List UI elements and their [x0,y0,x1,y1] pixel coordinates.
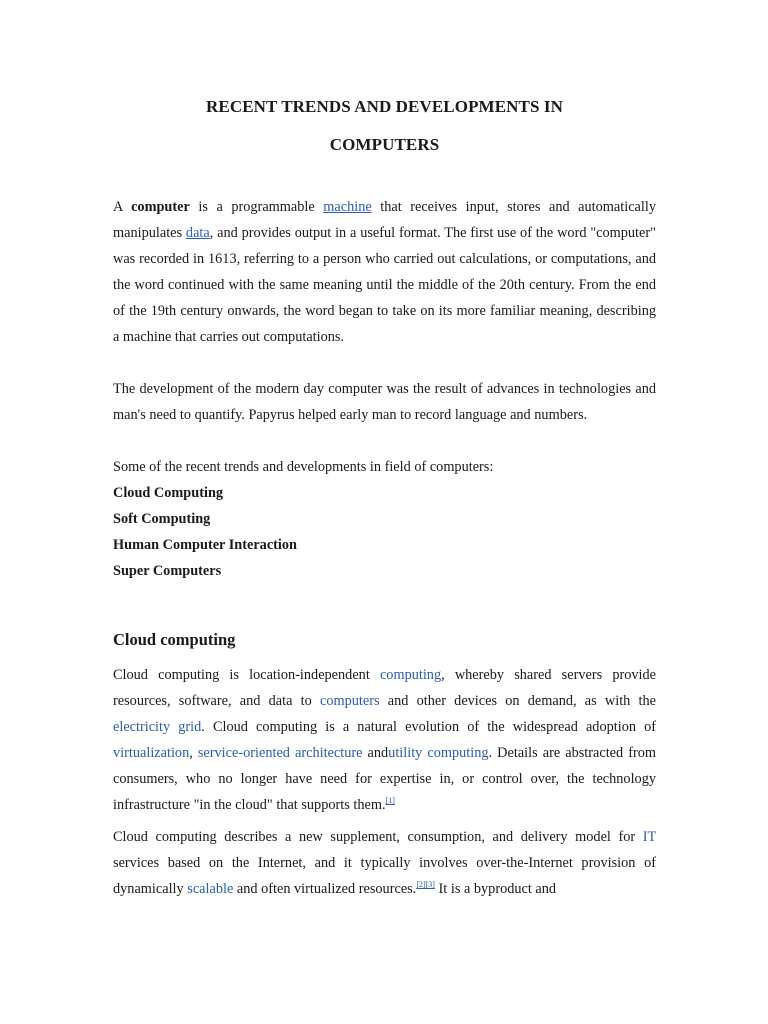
title-line-2: COMPUTERS [329,135,440,154]
link-utility-computing[interactable]: utility computing [388,745,489,761]
text: . Cloud computing is a natural evolution of the widespread adoption of [201,719,656,735]
reference-link-1[interactable]: [1] [385,796,395,806]
development-paragraph: The development of the modern day computer was the result of advances in technologies and man's need to quantify. Papyrus helped early man to record language and numbers. [113,381,656,423]
text: . Details are abstracted from consumers, who no longer have need for expertise in, or control over, the technology infrastructure "in the cloud" that supports them. [113,745,657,813]
intro-paragraph [113,194,656,350]
document-page [113,0,656,902]
link-data[interactable]: data [185,225,210,241]
document-title [113,88,656,164]
text: Cloud computing is location-independent [113,667,380,683]
link-scalable[interactable]: scalable [187,881,234,897]
link-machine[interactable]: machine [323,199,372,215]
text: and [362,745,389,761]
text: and often virtualized resources. [233,881,417,897]
text: Cloud computing describes a new supplement, consumption, and delivery model for [113,829,643,845]
trends-intro: Some of the recent trends and developments in field of computers: [113,459,494,475]
text: that receives input, stores and automatically manipulates [113,199,656,241]
link-service-oriented-architecture[interactable]: service-oriented architecture [197,745,363,761]
link-computing[interactable]: computing [379,667,442,683]
text: is a programmable [189,199,324,215]
text: , [189,745,198,761]
text: , whereby shared servers provide resources, software, and data to [113,667,656,709]
bold-term-computer: computer [131,199,190,215]
title-line-1: RECENT TRENDS AND DEVELOPMENTS IN [206,97,563,116]
text: , and provides output in a useful format. The first use of the word "computer" was recorded in 1613, referring to a person who carried out calculations, or computations, and the word continued with the same meaning until the middle of the 20th century. From the end of the 19th century onwards, the word began to take on its more familiar meaning, describing a machine that carries out computations. [113,225,656,345]
cloud-paragraph-1 [113,662,656,818]
text: A [113,199,132,215]
section-heading-cloud-computing: Cloud computing [113,630,236,649]
list-item-super-computers: Super Computers [113,563,222,579]
cloud-paragraph-2 [113,824,656,902]
list-item-cloud-computing: Cloud Computing [113,485,224,501]
link-it[interactable]: IT [642,829,656,845]
link-virtualization[interactable]: virtualization [113,745,190,761]
text: It is a byproduct and [434,881,557,897]
list-item-hci: Human Computer Interaction [113,537,298,553]
text: and other devices on demand, as with the [379,693,656,709]
text: services based on the Internet, and it typically involves over-the-Internet provision of dynamically [113,855,656,897]
link-computers[interactable]: computers [319,693,380,709]
link-electricity-grid[interactable]: electricity grid [113,719,202,735]
reference-link-2-3[interactable]: [2][3] [416,880,435,890]
list-item-soft-computing: Soft Computing [113,511,211,527]
